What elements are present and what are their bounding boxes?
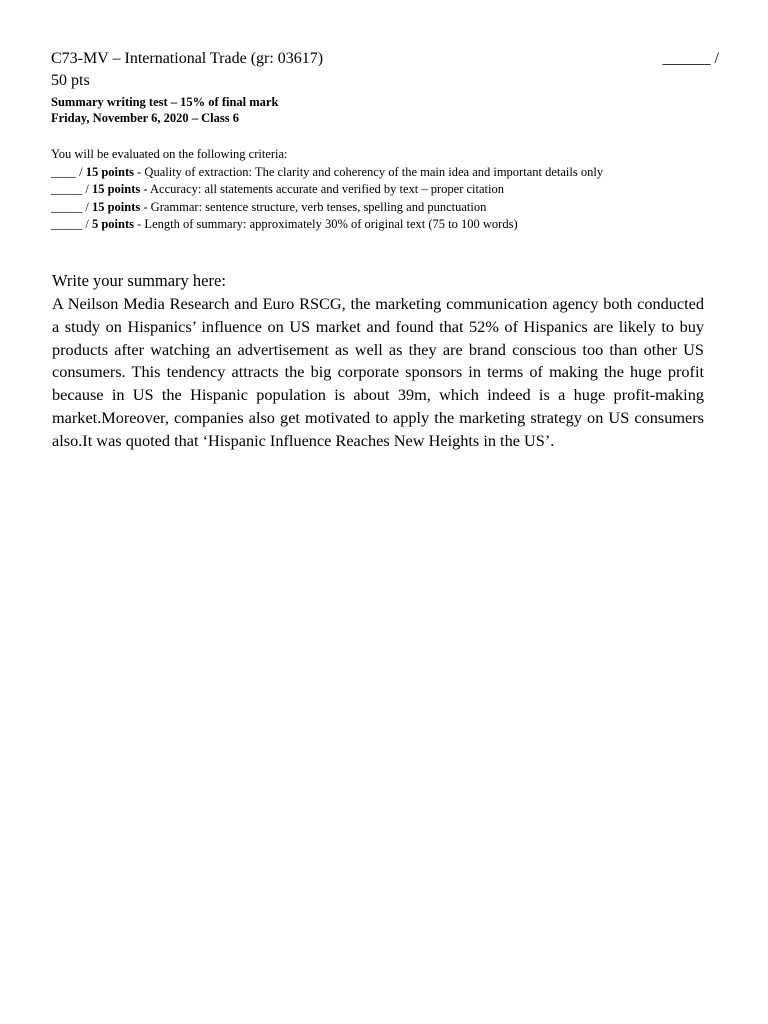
total-points: 50 pts: [51, 72, 90, 89]
criteria-blank: _____ /: [51, 217, 92, 232]
criteria-text: - Quality of extraction: The clarity and coherency of the main idea and important details only: [134, 164, 604, 179]
score-blank: ______ /: [662, 50, 719, 67]
summary-heading: Write your summary here:: [52, 271, 226, 290]
summary-body: A Neilson Media Research and Euro RSCG, the marketing communication agency both conducted a study on Hispanics’ influence on US market and found that 52% of Hispanics are likely to buy products after watching an advertisement as well as they are brand conscious too than other US consumers. This tendency attracts the big corporate sponsors in terms of making the huge profit because in US the Hispanic population is about 39m, which indeed is a huge profit-making market.Moreover, companies also get motivated to apply the marketing strategy on US consumers also.It was quoted that ‘Hispanic Influence Reaches New Heights in the US’.: [52, 294, 704, 450]
criteria-points: 15 points: [91, 182, 141, 197]
test-date: Friday, November 6, 2020 – Class 6: [51, 111, 239, 125]
criteria-item: [51, 164, 731, 182]
criteria-item: [51, 181, 731, 199]
criteria-item: [51, 216, 731, 234]
criteria-item: [51, 199, 731, 217]
criteria-text: - Accuracy: all statements accurate and verified by text – proper citation: [140, 182, 504, 197]
criteria-points: 5 points: [91, 217, 135, 232]
criteria-blank: ____ /: [51, 164, 86, 179]
test-title: Summary writing test – 15% of final mark: [51, 95, 279, 109]
criteria-points: 15 points: [91, 199, 141, 214]
header-line: [51, 48, 719, 70]
criteria-section: [51, 146, 731, 234]
criteria-points: 15 points: [85, 164, 135, 179]
criteria-blank: _____ /: [51, 182, 92, 197]
criteria-intro: You will be evaluated on the following criteria:: [51, 147, 288, 161]
criteria-text: - Length of summary: approximately 30% of original text (75 to 100 words): [134, 217, 518, 232]
criteria-blank: _____ /: [51, 199, 92, 214]
criteria-text: - Grammar: sentence structure, verb tenses, spelling and punctuation: [140, 199, 487, 214]
course-title: C73-MV – International Trade (gr: 03617): [51, 50, 324, 67]
